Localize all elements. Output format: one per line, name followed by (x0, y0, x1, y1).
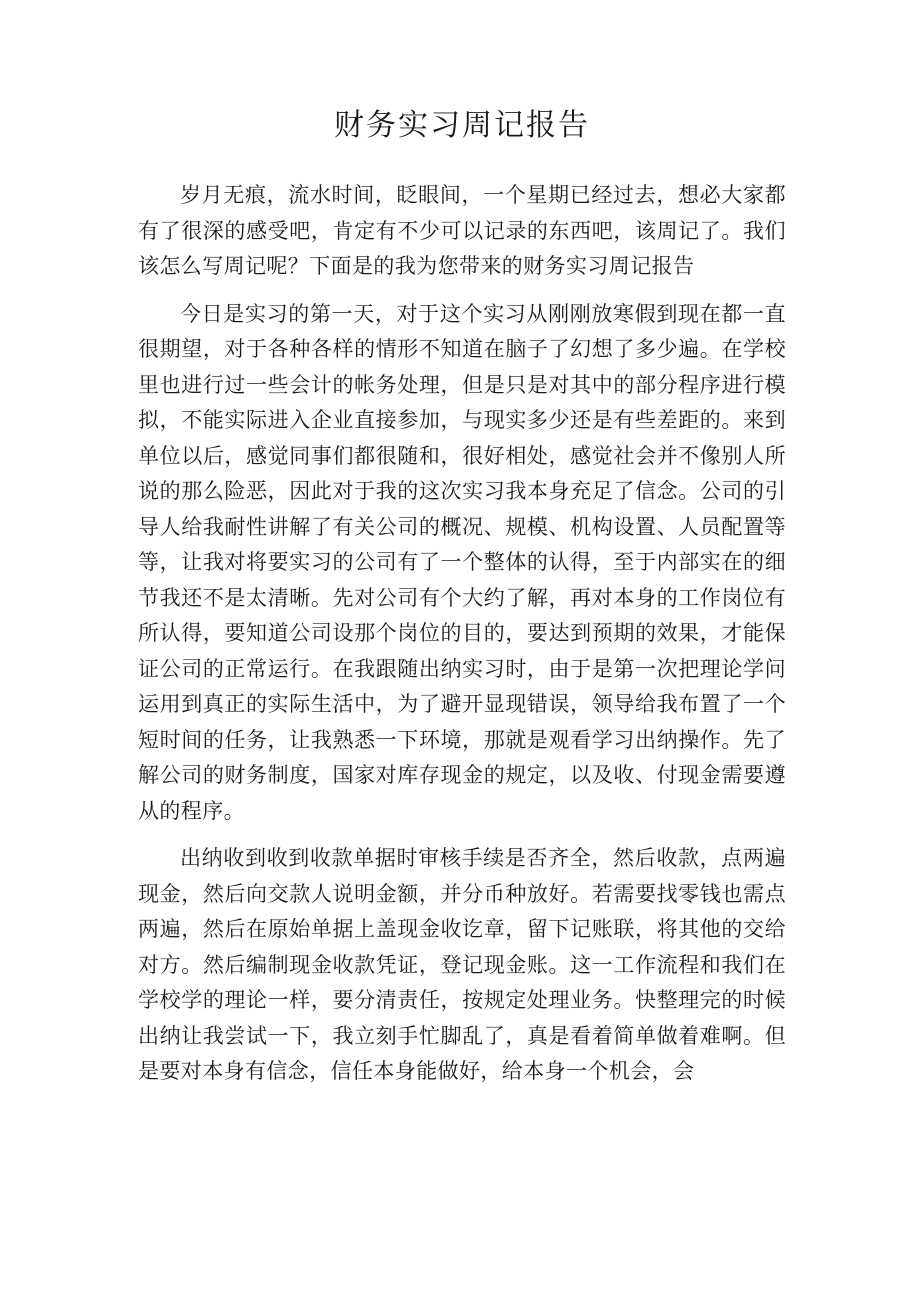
paragraph-cashier-process: 出纳收到收到收款单据时审核手续是否齐全，然后收款，点两遍现金，然后向交款人说明金额，并分币种放好。若需要找零钱也需点两遍，然后在原始单据上盖现金收讫章，留下记账联，将其他的交给对方。然后编制现金收款凭证，登记现金账。这一工作流程和我们在学校学的理论一样，要分清责任，按规定处理业务。快整理完的时候出纳让我尝试一下，我立刻手忙脚乱了，真是看着简单做着难啊。但是要对本身有信念，信任本身能做好，给本身一个机会，会 (138, 846, 786, 1083)
document-title: 财务实习周记报告 (334, 108, 590, 143)
paragraph-first-day: 今日是实习的第一天，对于这个实习从刚刚放寒假到现在都一直很期望，对于各种各样的情形不知道在脑子了幻想了多少遍。在学校里也进行过一些会计的帐务处理，但是只是对其中的部分程序进行模拟，不能实际进入企业直接参加，与现实多少还是有些差距的。来到单位以后，感觉同事们都很随和，很好相处，感觉社会并不像别人所说的那么险恶，因此对于我的这次实习我本身充足了信念。公司的引导人给我耐性讲解了有关公司的概况、规模、机构设置、人员配置等等，让我对将要实习的公司有了一个整体的认得，至于内部实在的细节我还不是太清晰。先对公司有个大约了解，再对本身的工作岗位有所认得，要知道公司设那个岗位的目的，要达到预期的效果，才能保证公司的正常运行。在我跟随出纳实习时，由于是第一次把理论学问运用到真正的实际生活中，为了避开显现错误，领导给我布置了一个短时间的任务，让我熟悉一下环境，那就是观看学习出纳操作。先了解公司的财务制度，国家对库存现金的规定，以及收、付现金需要遵从的程序。 (138, 301, 786, 823)
paragraph-intro: 岁月无痕，流水时间，眨眼间，一个星期已经过去，想必大家都有了很深的感受吧，肯定有不少可以记录的东西吧，该周记了。我们该怎么写周记呢？下面是的我为您带来的财务实习周记报告 (138, 183, 786, 278)
document-page (138, 100, 786, 1102)
